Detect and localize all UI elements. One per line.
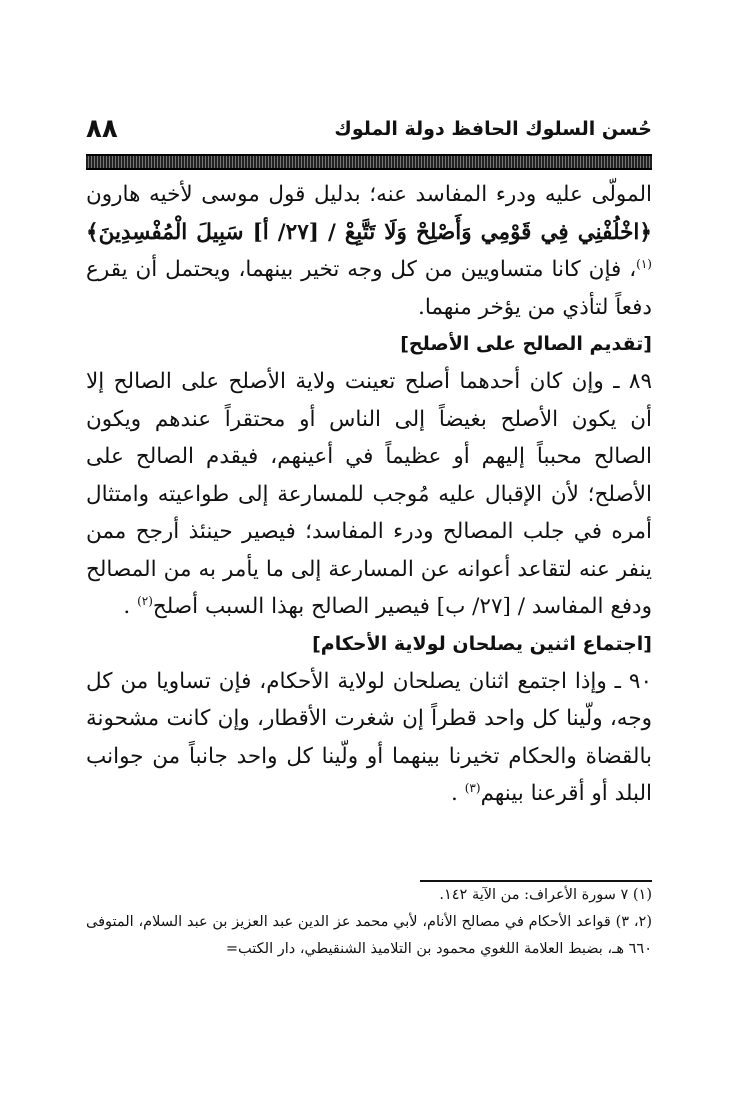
footnote-2: (٢، ٣) قواعد الأحكام في مصالح الأنام، لأبي محمد عز الدين عبد العزيز بن عبد السلام، المتوفى ٦٦٠ هـ، بضبط العلامة اللغوي محمود بن التلاميذ الشنقيطي، دار الكتب= (86, 914, 652, 957)
paragraph-89-text: ٨٩ ـ وإن كان أحدهما أصلح تعينت ولاية الأصلح على الصالح إلا أن يكون الأصلح بغيضاً إلى الناس أو محتقراً عندهم ويكون الصالح محبباً إليهم أو عظيماً في أعينهم، فيقدم الصالح على الأصلح؛ لأن الإقبال عليه مُوجب للمسارعة إلى طواعيته وامتثال أمره في جلب المصالح ودرء المفاسد؛ فيصير حينئذ أرجح ممن ينفر عنه لتقاعد أعوانه عن المسارعة إلى ما يأمر به من المصالح ودفع المفاسد / [٢٧/ ب] فيصير الصالح بهذا السبب أصلح (86, 369, 652, 619)
verse-tail: ، (629, 257, 637, 282)
intro-line: المولّى عليه ودرء المفاسد عنه؛ بدليل قول موسى لأخيه هارون (86, 182, 652, 207)
paragraph-89 (86, 363, 652, 626)
footnote-1: (١) ٧ سورة الأعراف: من الآية ١٤٢. (439, 887, 652, 903)
paragraph-90-text: ٩٠ ـ وإذا اجتمع اثنان يصلحان لولاية الأحكام، فإن تساويا من كل وجه، ولّينا كل واحد قطراً إن شغرت الأقطار، وإن كانت مشحونة بالقضاة والحكام تخيرنا بينهما أو ولّينا كل واحد جانباً من جوانب البلد أو أقرعنا بينهم (86, 668, 652, 806)
page (86, 112, 652, 813)
header-rule (86, 154, 652, 170)
footnote-ref-1[interactable]: (١) (636, 256, 652, 271)
paragraph-90-tail: . (451, 781, 458, 806)
footnote-ref-3[interactable]: (٣) (464, 780, 481, 795)
body-text (86, 176, 652, 813)
paragraph-90 (86, 663, 652, 813)
section-heading-1: [تقديم الصالح على الأصلح] (400, 333, 652, 355)
running-header (86, 112, 652, 152)
intro-paragraph (86, 176, 652, 326)
section-heading-2: [اجتماع اثنين يصلحان لولاية الأحكام] (312, 632, 652, 655)
page-number: ٨٨ (86, 114, 118, 144)
header-title: حُسن السلوك الحافظ دولة الملوك (334, 118, 652, 140)
footnote-ref-2[interactable]: (٢) (137, 593, 153, 608)
quran-verse: ﴿اخْلُفْنِي فِي قَوْمِي وَأَصْلِحْ وَلَا تَتَّبِعْ / [٢٧/ أ] سَبِيلَ الْمُفْسِدِينَ﴾ (86, 219, 652, 245)
paragraph-89-tail: . (123, 594, 131, 619)
footnotes (86, 880, 652, 963)
intro-rest: فإن كانا متساويين من كل وجه تخير بينهما، ويحتمل أن يقرع دفعاً لتأذي من يؤخر منهما. (86, 257, 652, 320)
